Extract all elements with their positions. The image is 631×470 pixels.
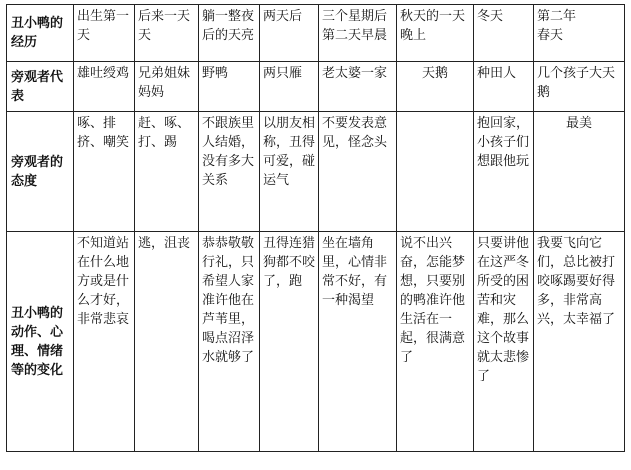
bystander-cell: 几个孩子大天鹅 [534,62,625,112]
stage-cell: 出生第一天 [74,5,135,62]
stage-cell: 第二年 春天 [534,5,625,62]
attitude-cell: 赶、啄、打、踢 [135,112,199,232]
stage-cell: 躺一整夜后的天亮 [199,5,260,62]
ugly-duckling-table [6,4,625,452]
bystander-cell: 两只雁 [260,62,319,112]
bystander-cell: 兄弟姐妹妈妈 [135,62,199,112]
row-header-attitude: 旁观者的态度 [7,112,74,232]
reaction-cell: 恭恭敬敬行礼，只希望人家准许他在芦苇里，喝点沼泽水就够了 [199,232,260,452]
reaction-cell: 说不出兴奋，怎能梦想，只要别的鸭准许他生活在一起，很满意了 [397,232,474,452]
reaction-cell: 只要讲他在这严冬所受的困苦和灾难，那么这个故事就太悲惨了 [474,232,534,452]
bystander-cell: 种田人 [474,62,534,112]
attitude-cell: 不跟族里人结婚，没有多大关系 [199,112,260,232]
attitude-cell: 不要发表意见，怪念头 [319,112,397,232]
row-stage [7,5,625,62]
row-header-reaction: 丑小鸭的动作、心理、情绪等的变化 [7,232,74,452]
comparison-table-container [6,4,625,452]
row-header-stage: 丑小鸭的经历 [7,5,74,62]
reaction-cell: 不知道站在什么地方或是什么才好，非常悲哀 [74,232,135,452]
reaction-cell: 坐在墙角里，心情非常不好，有一种渴望 [319,232,397,452]
attitude-cell: 以朋友相称，丑得可爱，碰运气 [260,112,319,232]
attitude-cell: 啄、排挤、嘲笑 [74,112,135,232]
row-header-bystander: 旁观者代表 [7,62,74,112]
row-bystander [7,62,625,112]
stage-cell: 两天后 [260,5,319,62]
attitude-cell [397,112,474,232]
row-reaction [7,232,625,452]
bystander-cell: 天鹅 [397,62,474,112]
stage-cell: 秋天的一天晚上 [397,5,474,62]
bystander-cell: 老太婆一家 [319,62,397,112]
reaction-cell: 我要飞向它们，总比被打咬啄踢要好得多，非常高兴，太幸福了 [534,232,625,452]
stage-cell: 冬天 [474,5,534,62]
attitude-cell: 最美 [534,112,625,232]
reaction-cell: 丑得连猎狗都不咬了，跑 [260,232,319,452]
row-attitude [7,112,625,232]
attitude-cell: 抱回家，小孩子们想跟他玩 [474,112,534,232]
bystander-cell: 野鸭 [199,62,260,112]
bystander-cell: 雄吐绶鸡 [74,62,135,112]
reaction-cell: 逃，沮丧 [135,232,199,452]
stage-cell: 三个星期后第二天早晨 [319,5,397,62]
stage-cell: 后来一天天 [135,5,199,62]
